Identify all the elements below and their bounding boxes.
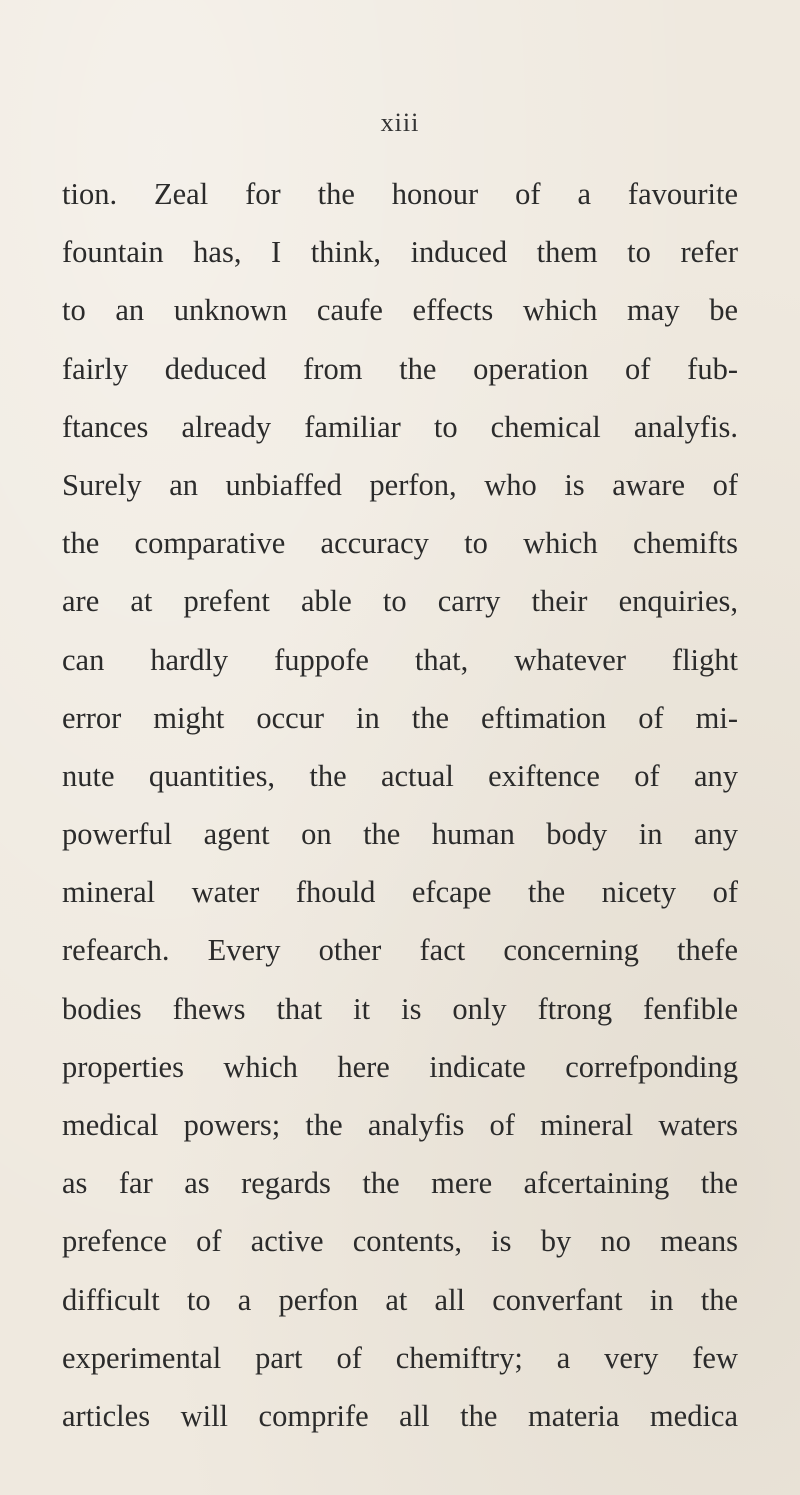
text-line: difficult to a perfon at all converfant in the: [62, 1282, 738, 1317]
text-line: bodies fhews that it is only ftrong fenfible: [62, 991, 738, 1026]
text-line: can hardly fuppofe that, whatever flight: [62, 642, 738, 677]
text-line: articles will comprife all the materia medica: [62, 1398, 738, 1433]
text-line: medical powers; the analyfis of mineral waters: [62, 1108, 738, 1142]
text-line: the comparative accuracy to which chemifts: [62, 526, 738, 561]
text-line: to an unknown caufe effects which may be: [62, 293, 738, 328]
text-line: tion. Zeal for the honour of a favourite: [62, 177, 738, 211]
text-line: experimental part of chemiftry; a very few: [62, 1340, 738, 1375]
text-line: refearch. Every other fact concerning thefe: [62, 933, 738, 968]
text-line: powerful agent on the human body in any: [62, 817, 738, 852]
text-line: fairly deduced from the operation of fub-: [62, 351, 738, 386]
text-line: Surely an unbiaffed perfon, who is aware of: [62, 467, 738, 502]
text-line: error might occur in the eftimation of mi-: [62, 700, 738, 735]
body-text: [62, 165, 738, 1445]
text-line: are at prefent able to carry their enquiries,: [62, 584, 738, 619]
text-line: mineral water fhould efcape the nicety of: [62, 875, 738, 910]
text-line: properties which here indicate correfponding: [62, 1049, 738, 1084]
text-line: fountain has, I think, induced them to refer: [62, 235, 738, 270]
text-line: ftances already familiar to chemical analyfis.: [62, 409, 738, 444]
text-line: nute quantities, the actual exiftence of any: [62, 758, 738, 793]
page-number: xiii: [380, 108, 420, 137]
text-line: as far as regards the mere afcertaining the: [62, 1166, 738, 1201]
text-line: prefence of active contents, is by no means: [62, 1224, 738, 1259]
